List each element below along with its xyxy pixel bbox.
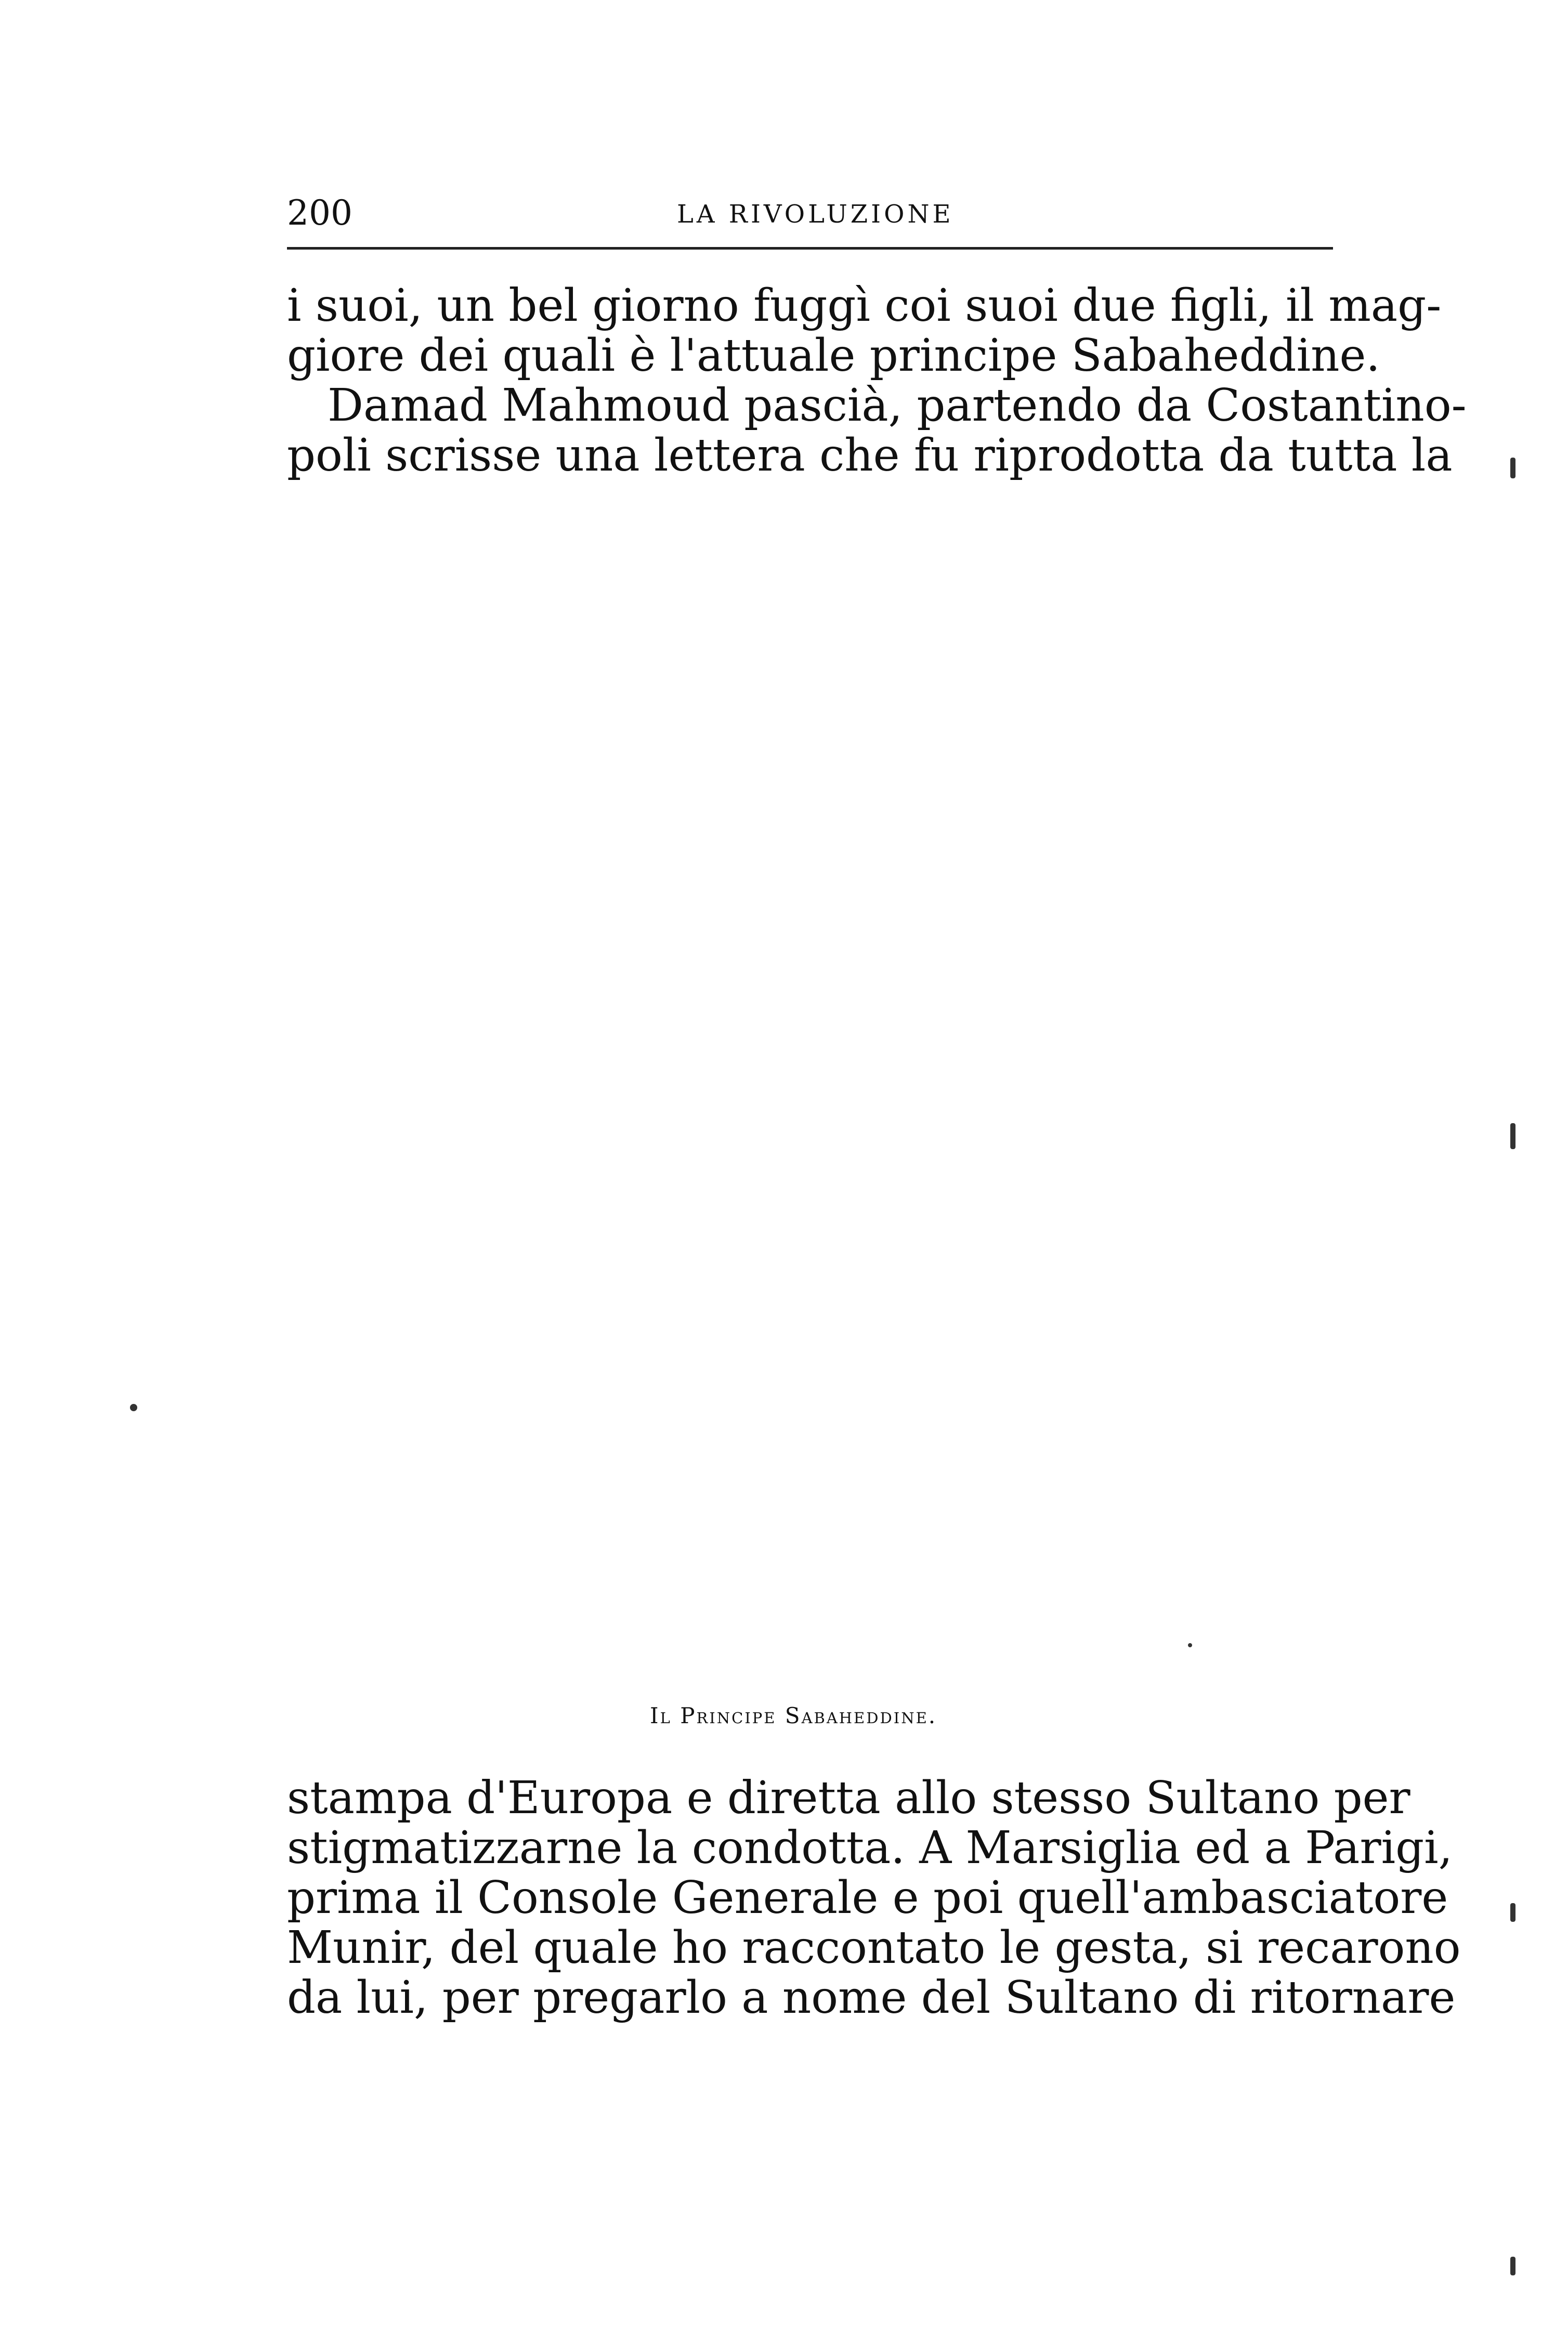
bottom-paragraph — [287, 1772, 1461, 2024]
paragraph-damad — [287, 380, 1467, 481]
top-paragraphs — [287, 280, 1467, 481]
paragraph-continued — [287, 1772, 1461, 2024]
scan-speck — [1188, 1643, 1192, 1647]
text-line: prima il Console Generale e poi quell'ambasciatore — [287, 1872, 1448, 1924]
text-line: Damad Mahmoud pascià, partendo da Costantino- — [328, 380, 1467, 432]
scan-speck — [1510, 458, 1515, 478]
scan-speck — [1510, 1123, 1515, 1149]
scan-speck — [130, 1404, 137, 1411]
page-number: 200 — [287, 193, 352, 233]
text-line: Munir, del quale ho raccontato le gesta, si recarono — [287, 1922, 1461, 1974]
text-line: stigmatizzarne la condotta. A Marsiglia ed a Parigi, — [287, 1822, 1453, 1874]
text-line: stampa d'Europa e diretta allo stesso Sultano per — [287, 1772, 1410, 1824]
illustration-caption: Il Principe Sabaheddine. — [650, 1703, 937, 1728]
running-title: LA RIVOLUZIONE — [677, 200, 954, 229]
text-line: giore dei quali è l'attuale principe Sabaheddine. — [287, 330, 1380, 382]
text-line: poli scrisse una lettera che fu riprodotta da tutta la — [287, 429, 1453, 481]
text-line: i suoi, un bel giorno fuggì coi suoi due figli, il mag- — [287, 280, 1442, 332]
scan-speck — [1510, 2257, 1515, 2275]
paragraph-continuation — [287, 280, 1442, 382]
header-rule — [287, 247, 1333, 250]
text-line: da lui, per pregarlo a nome del Sultano di ritornare — [287, 1972, 1456, 2024]
scan-speck — [1510, 1903, 1515, 1922]
running-head — [287, 192, 1333, 239]
